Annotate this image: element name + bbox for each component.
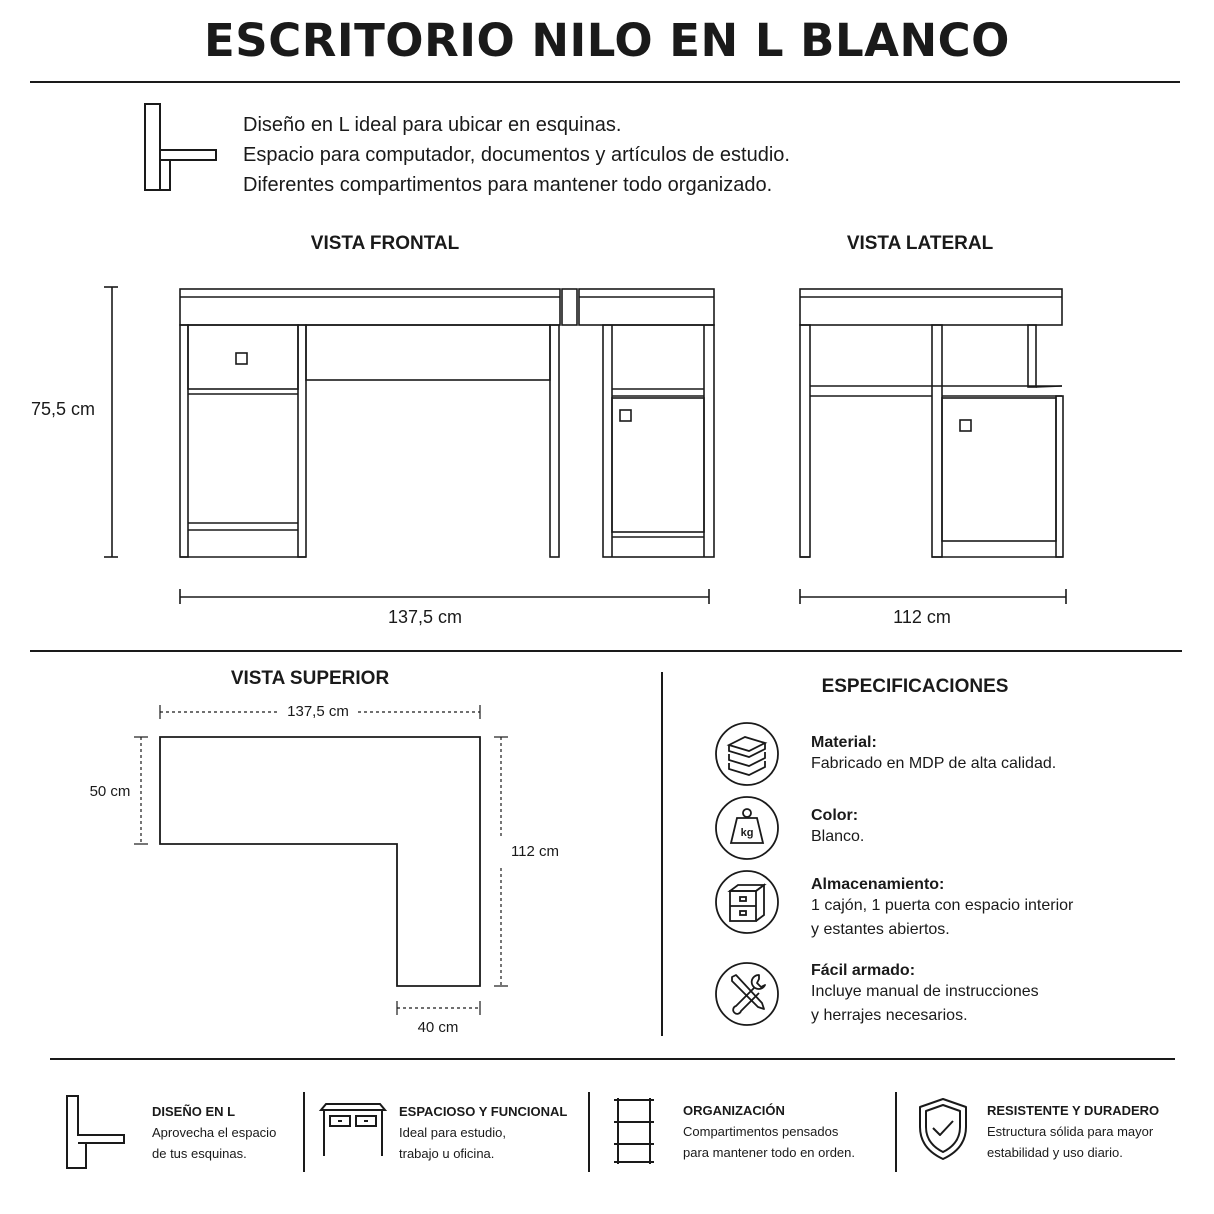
intro-line: Diferentes compartimentos para mantener todo organizado. (243, 174, 773, 196)
shelf-icon (610, 1094, 660, 1168)
spec-storage (811, 876, 1073, 942)
top-length-label: 112 cm (510, 843, 560, 860)
intro-line: Diseño en L ideal para ubicar en esquinas. (243, 114, 622, 136)
front-height-label: 75,5 cm (30, 399, 96, 419)
footer-divider (50, 1058, 1175, 1060)
kg-weight-icon (714, 795, 780, 861)
l-desk-outline-icon (62, 1092, 132, 1172)
spec-label: Material: (811, 734, 877, 751)
feature-spacious (399, 1104, 567, 1164)
specs-title: ESPECIFICACIONES (821, 676, 1009, 697)
vertical-divider (661, 672, 663, 1036)
spec-assembly (811, 962, 1039, 1028)
feature-organization (683, 1103, 855, 1163)
spec-text: y herrajes necesarios. (811, 1007, 968, 1024)
feature-title: ORGANIZACIÓN (683, 1103, 785, 1118)
shield-check-icon (914, 1095, 972, 1163)
spec-label: Color: (811, 807, 859, 824)
spec-material (811, 734, 1056, 776)
feature-text: para mantener todo en orden. (683, 1145, 856, 1160)
feature-text: trabajo u oficina. (399, 1146, 495, 1161)
desk-icon (318, 1100, 388, 1160)
feature-divider (588, 1092, 590, 1172)
intro-line: Espacio para computador, documentos y artículos de estudio. (243, 144, 790, 166)
feature-divider (895, 1092, 897, 1172)
feature-l-design (152, 1104, 276, 1164)
top-view-title: VISTA SUPERIOR (230, 668, 390, 689)
spec-text: Fabricado en MDP de alta calidad. (811, 755, 1057, 772)
feature-text: Estructura sólida para mayor (987, 1124, 1154, 1139)
spec-text: Blanco. (811, 828, 865, 845)
feature-text: estabilidad y uso diario. (987, 1145, 1123, 1160)
page-title: ESCRITORIO NILO EN L BLANCO (204, 14, 1010, 67)
spec-label: Almacenamiento: (811, 876, 945, 893)
feature-text: Ideal para estudio, (399, 1125, 506, 1140)
top-width-label: 137,5 cm (287, 703, 349, 720)
kg-weight-icon-text: kg (740, 827, 754, 839)
feature-title: DISEÑO EN L (152, 1104, 236, 1119)
feature-text: Aprovecha el espacio (152, 1125, 277, 1140)
top-depth-label: 50 cm (89, 783, 131, 800)
spec-color (811, 807, 864, 849)
side-width-label: 112 cm (893, 607, 951, 627)
spec-label: Fácil armado: (811, 962, 916, 979)
side-view-title: VISTA LATERAL (846, 233, 994, 254)
front-view-title: VISTA FRONTAL (310, 233, 460, 254)
spec-text: Incluye manual de instrucciones (811, 983, 1039, 1000)
front-width-label: 137,5 cm (387, 607, 463, 627)
feature-resistant (987, 1103, 1159, 1163)
drawer-cabinet-icon (714, 869, 780, 935)
feature-title: ESPACIOSO Y FUNCIONAL (399, 1104, 568, 1119)
spec-text: 1 cajón, 1 puerta con espacio interior (811, 897, 1074, 914)
feature-title: RESISTENTE Y DURADERO (987, 1103, 1160, 1118)
feature-text: Compartimentos pensados (683, 1124, 839, 1139)
material-layers-icon (714, 721, 780, 787)
feature-divider (303, 1092, 305, 1172)
top-return-label: 40 cm (417, 1019, 459, 1036)
spec-text: y estantes abiertos. (811, 921, 950, 938)
tools-icon (714, 961, 780, 1027)
feature-text: de tus esquinas. (152, 1146, 247, 1161)
